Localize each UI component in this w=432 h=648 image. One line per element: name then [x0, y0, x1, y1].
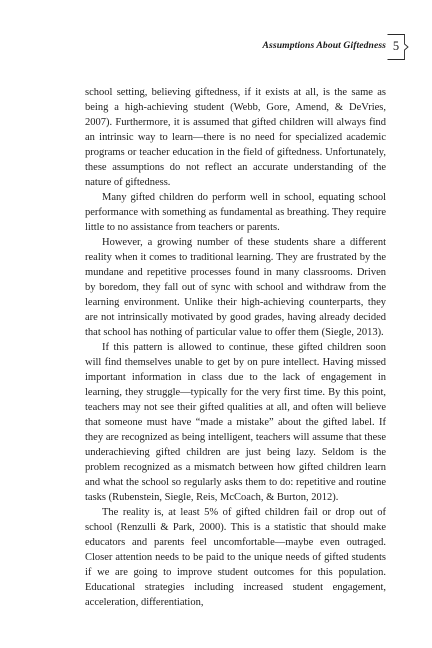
running-head: Assumptions About Giftedness [262, 40, 386, 51]
page-number: 5 [392, 39, 400, 53]
body-text [85, 85, 386, 610]
paragraph-1: school setting, believing giftedness, if it exists at all, is the same as being a high-achieving student (Webb, Gore, Amend, & DeVries, 2007). Furthermore, it is assumed that gifted children will always find an intrinsic way to learn—there is no need for specialized academic programs or teacher education in the field of giftedness. Unfortunately, these assumptions do not reflect an accurate understanding of the nature of giftedness. [85, 86, 386, 188]
paragraph-5: The reality is, at least 5% of gifted children fail or drop out of school (Renzulli & Park, 2000). This is a statistic that should make educators and parents feel uncomfortable—maybe even outraged. Closer attention needs to be paid to the unique needs of gifted students if we are going to improve student outcomes for this population. Educational strategies including increased student engagement, acceleration, differentiation, [85, 506, 386, 608]
page-number-tab [387, 34, 409, 60]
paragraph-4: If this pattern is allowed to continue, these gifted children soon will find themselves unable to get by on pure intellect. Having missed important information in class due to the lack of engagement in learning, they struggle—typically for the very first time. By this point, teachers may not see their gifted qualities at all, and often will believe that someone must have “made a mistake” about the gifted label. If they are recognized as being intelligent, teachers will assume that these underachieving gifted children are just being lazy. Seldom is the problem recognized as a mismatch between how gifted children learn and what the school so regularly asks them to do: repetitive and routine tasks (Rubenstein, Siegle, Reis, McCoach, & Burton, 2012). [85, 341, 386, 503]
paragraph-2: Many gifted children do perform well in school, equating school performance with something as fundamental as breathing. They require little to no assistance from teachers or parents. [85, 191, 386, 233]
page-header [0, 34, 432, 60]
paragraph-3: However, a growing number of these students share a different reality when it comes to traditional learning. They are frustrated by the mundane and repetitive processes found in many classrooms. Driven by boredom, they fall out of sync with school and withdraw from the learning environment. Unlike their high-achieving counterparts, they are not intrinsically motivated by good grades, having already decided that school has nothing of particular value to offer them (Siegle, 2013). [85, 236, 386, 338]
